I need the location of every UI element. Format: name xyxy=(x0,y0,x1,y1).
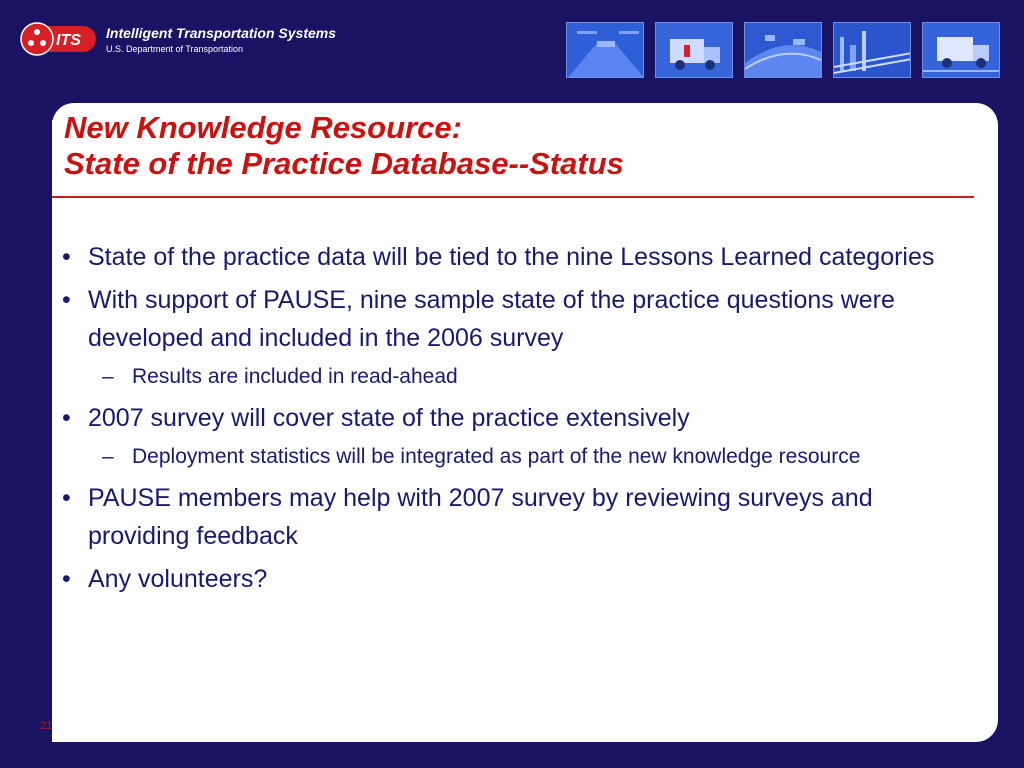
bullet-dot-icon: • xyxy=(62,484,71,512)
bullet-text: State of the practice data will be tied to the nine Lessons Learned categories xyxy=(88,243,935,271)
brand-title: Intelligent Transportation Systems xyxy=(106,25,337,41)
title-line-2: State of the Practice Database--Status xyxy=(64,146,624,181)
page-number: 21 xyxy=(40,720,53,732)
bullet-item xyxy=(58,479,938,555)
ambulance-photo xyxy=(655,22,733,78)
header-banner xyxy=(0,0,1024,96)
bullet-text: 2007 survey will cover state of the practice extensively xyxy=(88,404,690,432)
bullet-text: Any volunteers? xyxy=(88,565,268,593)
bullet-list xyxy=(58,238,938,603)
brand-subtitle: U.S. Department of Transportation xyxy=(106,44,244,54)
bullet-dot-icon: • xyxy=(62,243,71,271)
sub-bullet-text: Deployment statistics will be integrated as part of the new knowledge resource xyxy=(132,445,861,468)
logo-text: ITS xyxy=(56,32,81,49)
sub-bullet-item xyxy=(58,360,938,393)
dash-icon: – xyxy=(102,365,114,388)
bullet-dot-icon: • xyxy=(62,404,71,432)
highway-photo xyxy=(744,22,822,78)
sub-bullet-text: Results are included in read-ahead xyxy=(132,365,458,388)
bullet-dot-icon: • xyxy=(62,565,71,593)
bullet-item xyxy=(58,238,938,276)
bullet-dot-icon: • xyxy=(62,286,71,314)
bullet-item xyxy=(58,399,938,437)
title-line-1: New Knowledge Resource: xyxy=(64,110,462,145)
bullet-text: With support of PAUSE, nine sample state of the practice questions were developed and included in the 2006 survey xyxy=(88,286,895,352)
dash-icon: – xyxy=(102,445,114,468)
bullet-item xyxy=(58,560,938,598)
sub-bullet-item xyxy=(58,440,938,473)
slide-title xyxy=(64,110,624,182)
city-bridge-photo xyxy=(833,22,911,78)
bullet-text: PAUSE members may help with 2007 survey by reviewing surveys and providing feedback xyxy=(88,484,873,550)
its-logo xyxy=(20,22,100,56)
truck-photo xyxy=(922,22,1000,78)
bullet-item xyxy=(58,281,938,357)
title-divider xyxy=(52,196,974,198)
tunnel-traffic-photo xyxy=(566,22,644,78)
